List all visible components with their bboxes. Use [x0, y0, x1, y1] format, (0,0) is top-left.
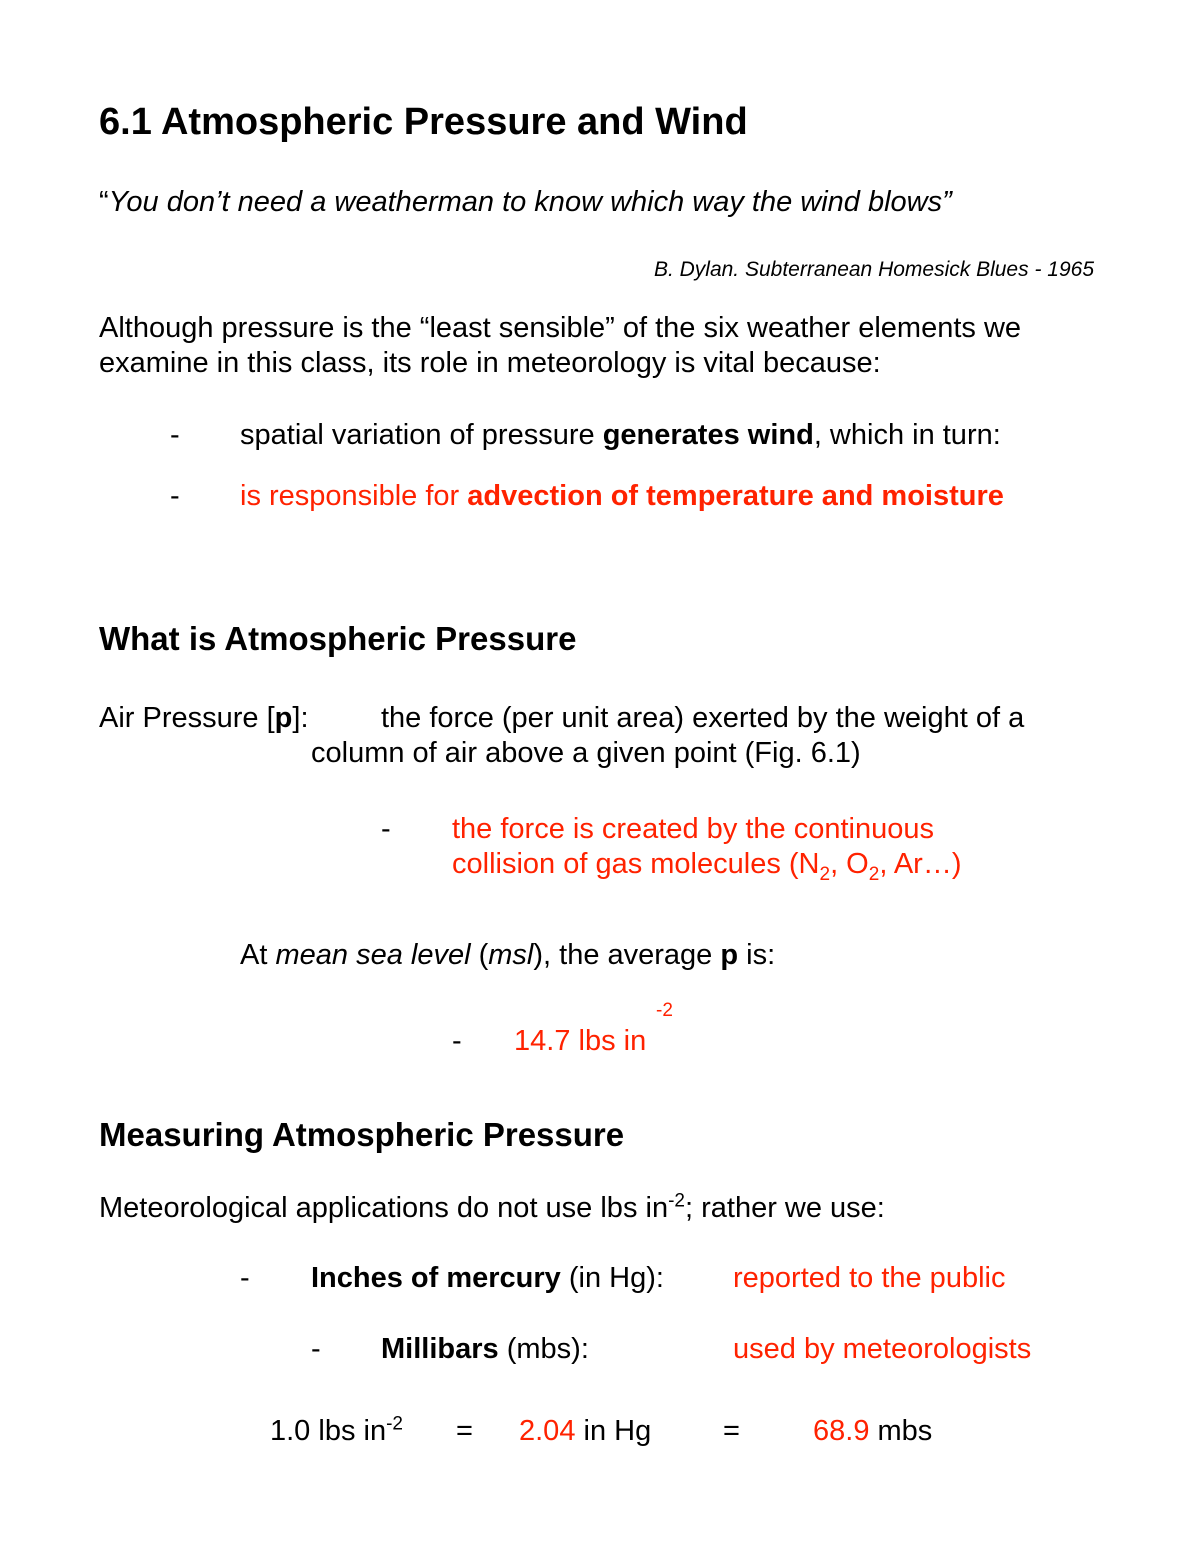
- equals-sign: =: [456, 1415, 473, 1447]
- epigraph-quote: [99, 188, 952, 217]
- force-text: collision of gas molecules (N: [452, 848, 820, 880]
- bullet-dash: -: [170, 419, 180, 451]
- bullet-text: is responsible for: [240, 480, 468, 512]
- subscript: 2: [819, 863, 831, 885]
- msl-symbol: p: [720, 939, 739, 971]
- conversion-mbs: [813, 1417, 932, 1446]
- definition-label: [99, 704, 309, 733]
- conversion-unit: in Hg: [575, 1415, 652, 1447]
- conversion-value: 2.04: [519, 1415, 576, 1447]
- units-intro-text: ; rather we use:: [684, 1192, 885, 1224]
- msl-text: At: [240, 939, 276, 971]
- quote-attribution: B. Dylan. Subterranean Homesick Blues - 1965: [653, 258, 1094, 281]
- force-text: , O: [830, 848, 869, 880]
- unit-millibars: [381, 1335, 589, 1364]
- conversion-in-hg: [519, 1417, 651, 1446]
- force-text: , Ar…): [879, 848, 962, 880]
- msl-text: (: [470, 939, 489, 971]
- definition-line-1: the force (per unit area) exerted by the weight of a: [381, 702, 1025, 734]
- bullet-emphasis: generates wind: [602, 419, 814, 451]
- bullet-dash: -: [311, 1333, 321, 1365]
- unit-inches-note: reported to the public: [733, 1262, 1006, 1294]
- quote-text: You don’t need a weatherman to know which way the wind blows: [108, 186, 943, 218]
- msl-term: mean sea level: [275, 939, 471, 971]
- conversion-lhs: [270, 1413, 403, 1447]
- average-pressure-value: 14.7 lbs in: [514, 1025, 647, 1057]
- definition-label-text: ]:: [292, 702, 309, 734]
- definition-line-2: column of air above a given point (Fig. 6.1): [311, 737, 861, 769]
- bullet-text: , which in turn:: [813, 419, 1001, 451]
- equals-sign: =: [723, 1415, 740, 1447]
- msl-abbr: msl: [488, 939, 534, 971]
- subscript: 2: [868, 863, 880, 885]
- bullet-dash: -: [381, 813, 391, 845]
- quote-open-mark: “: [99, 186, 109, 218]
- conversion-value: 68.9: [813, 1415, 870, 1447]
- bullet-emphasis: advection of temperature and moisture: [467, 480, 1004, 512]
- unit-name: Millibars: [381, 1333, 499, 1365]
- unit-millibars-note: used by meteorologists: [733, 1333, 1032, 1365]
- msl-text: ), the average: [533, 939, 721, 971]
- unit-inches-mercury: [311, 1264, 664, 1293]
- page-title: 6.1 Atmospheric Pressure and Wind: [99, 101, 748, 143]
- conversion-text: 1.0 lbs in: [270, 1415, 387, 1447]
- intro-line-2: examine in this class, its role in meteorology is vital because:: [99, 347, 881, 379]
- intro-line-1: Although pressure is the “least sensible” of the six weather elements we: [99, 312, 1022, 344]
- force-line-1: the force is created by the continuous: [452, 813, 935, 845]
- units-intro-text: Meteorological applications do not use lbs in: [99, 1192, 669, 1224]
- bullet-dash: -: [452, 1025, 462, 1057]
- bullet-generates-wind: [240, 421, 1001, 450]
- bullet-dash: -: [170, 480, 180, 512]
- bullet-dash: -: [240, 1262, 250, 1294]
- superscript: -2: [386, 1413, 403, 1435]
- bullet-text: spatial variation of pressure: [240, 419, 603, 451]
- force-line-2: [452, 848, 962, 885]
- unit-abbr: (in Hg):: [560, 1262, 664, 1294]
- definition-symbol: p: [274, 702, 293, 734]
- units-intro: [99, 1190, 885, 1224]
- section-heading-what-is-pressure: What is Atmospheric Pressure: [99, 620, 577, 657]
- quote-close-mark: ”: [942, 186, 952, 218]
- msl-text: is:: [738, 939, 776, 971]
- unit-name: Inches of mercury: [311, 1262, 561, 1294]
- section-heading-measuring-pressure: Measuring Atmospheric Pressure: [99, 1116, 625, 1153]
- value-exponent: -2: [656, 1000, 673, 1021]
- conversion-unit: mbs: [869, 1415, 933, 1447]
- definition-label-text: Air Pressure [: [99, 702, 275, 734]
- msl-statement: [240, 941, 775, 970]
- superscript: -2: [668, 1190, 685, 1212]
- unit-abbr: (mbs):: [498, 1333, 589, 1365]
- bullet-advection: [240, 482, 1004, 511]
